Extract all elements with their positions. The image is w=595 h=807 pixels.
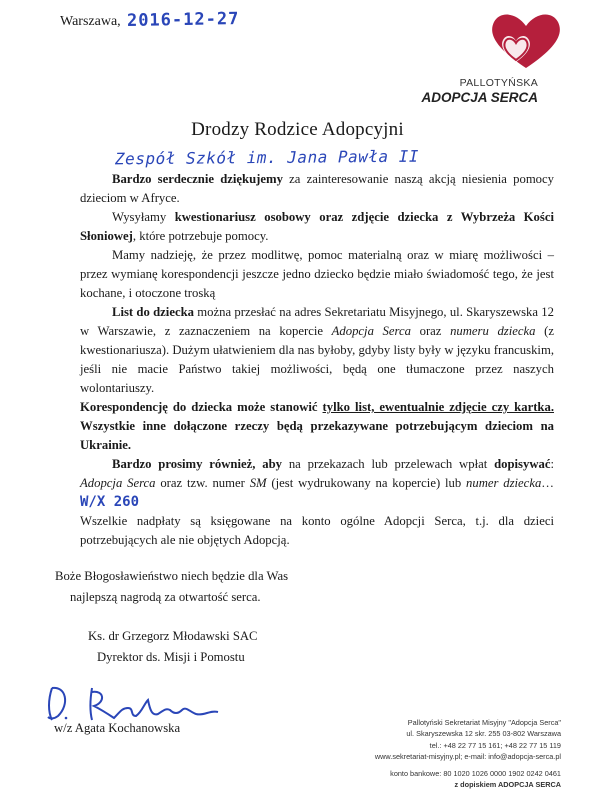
text: można przesłać na adres Sekretariatu Misyjnego, ul. Skaryszewska 12 w Warszawie, z zaznaczeniem na kopercie (80, 305, 554, 338)
paragraph-thanks (80, 170, 554, 208)
text: , które potrzebuje pomocy. (132, 229, 269, 243)
text-bold-underlined: tylko list, ewentualnie zdjęcie czy kartka. (322, 400, 554, 414)
paragraph-overpayments: Wszelkie nadpłaty są księgowane na konto ogólne Adopcji Serca, t.j. dla dzieci potrzebujących ale nie objętych Adopcją. (80, 514, 554, 547)
logo-text-adopcja-serca: ADOPCJA SERCA (421, 90, 538, 105)
handwritten-child-number: W/X 260 (80, 494, 140, 510)
dots: … (541, 476, 554, 490)
closing-line: Boże Błogosławieństwo niech będzie dla Was (55, 569, 289, 583)
text-italic: numer dziecka (466, 476, 542, 490)
paragraph-questionnaire (80, 208, 554, 246)
text-italic: Adopcja Serca (331, 324, 411, 338)
text: (z kwestionariusza). Dużym ułatwieniem dla nas byłoby, gdyby listy były w języku francuskim, jeśli nie macie Państwo takiej możliwości, będą one tłumaczone przez naszych wolontariuszy. (80, 324, 554, 395)
letter-footer (375, 717, 561, 791)
text-bold: Bardzo serdecznie dziękujemy (112, 172, 283, 186)
footer-address: ul. Skaryszewska 12 skr. 255 03-802 Warszawa (406, 729, 561, 739)
logo-text-pallotynska: PALLOTYŃSKA (459, 77, 538, 89)
text-bold: Wszystkie inne dołączone rzeczy będą przekazywane potrzebującym dzieciom na Ukrainie. (80, 419, 554, 452)
footer-bank-account: konto bankowe: 80 1020 1026 0000 1902 0242 0461 (390, 769, 561, 779)
text: za zainteresowanie naszą akcją niesienia pomocy dzieciom w Afryce. (80, 172, 555, 205)
closing-line: najlepszą nagrodą za otwartość serca. (70, 590, 261, 604)
city-label: Warszawa, (60, 14, 121, 29)
text-bold: Korespondencję do dziecka może stanowić (80, 400, 323, 414)
text-bold: Bardzo prosimy również, aby (112, 457, 282, 471)
paragraph-transfers (80, 455, 554, 512)
text: oraz tzw. numer (155, 476, 250, 490)
text-bold: List do dziecka (112, 305, 194, 319)
footer-web: www.sekretariat-misyjny.pl; e-mail: info@adopcja-serca.pl (374, 751, 561, 761)
footer-org: Pallotyński Sekretariat Misyjny "Adopcja Serca" (407, 718, 561, 727)
footer-phone: tel.: +48 22 77 15 161; +48 22 77 15 119 (429, 740, 561, 750)
text-italic: numeru dziecka (450, 324, 536, 338)
closing-blessing (55, 566, 288, 608)
hearts-icon (486, 10, 566, 72)
letter-title: Drodzy Rodzice Adopcyjni (191, 119, 404, 140)
paragraph-letter (80, 303, 554, 398)
text: Wysyłamy (112, 210, 175, 224)
signatory-block (88, 626, 258, 668)
handwritten-date: 2016-12-27 (126, 9, 240, 31)
on-behalf-signature-line: w/z Agata Kochanowska (54, 721, 181, 735)
text: na przekazach lub przelewach wpłat (282, 457, 495, 471)
text: (jest wydrukowany na kopercie) lub (266, 476, 467, 490)
text: oraz (410, 324, 451, 338)
text-italic: SM (249, 476, 267, 490)
handwritten-recipient: Zespół Szkół im. Jana Pawła II (114, 146, 420, 169)
text-bold: kwestionariusz osobowy oraz zdjęcie dziecka z Wybrzeża Kości Słoniowej (80, 210, 554, 243)
footer-bank-note: z dopiskiem ADOPCJA SERCA (454, 780, 561, 790)
adopcja-serca-logo (418, 10, 568, 105)
signatory-role: Dyrektor ds. Misji i Pomostu (97, 650, 245, 664)
signatory-name: Ks. dr Grzegorz Młodawski SAC (88, 629, 258, 643)
paragraph-hope: Mamy nadzieję, że przez modlitwę, pomoc materialną oraz w miarę możliwości – przez wymianę korespondencji jeszcze jedno dziecko będzie miało świadomość tego, że jest kochane, i otoczone troską (80, 248, 554, 300)
letter-body (80, 170, 554, 550)
paragraph-correspondence (80, 398, 554, 455)
text-italic: Adopcja Serca (80, 476, 156, 490)
text: : (550, 457, 554, 471)
text-bold: dopisywać (494, 457, 551, 471)
